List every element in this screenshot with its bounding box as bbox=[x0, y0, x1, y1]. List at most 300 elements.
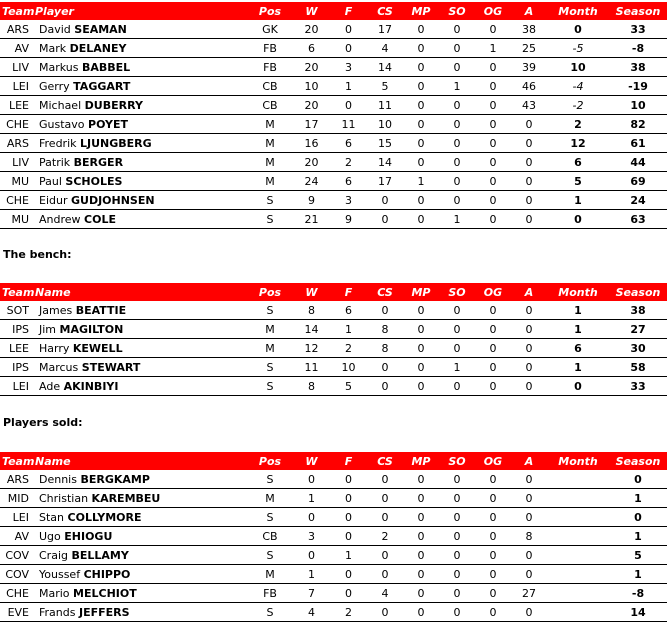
column-header-cs: CS bbox=[367, 2, 403, 20]
cell-team: IPS bbox=[0, 320, 35, 339]
cell-a: 0 bbox=[511, 134, 547, 153]
table-row bbox=[0, 339, 667, 358]
cell-pos: M bbox=[247, 115, 293, 134]
cell-team: COV bbox=[0, 565, 35, 584]
cell-season: -8 bbox=[609, 39, 667, 58]
column-header-pos: Pos bbox=[247, 283, 293, 301]
cell-season: 1 bbox=[609, 565, 667, 584]
first-name: Christian bbox=[39, 491, 89, 505]
surname: BERGER bbox=[73, 155, 124, 169]
surname: BEATTIE bbox=[75, 303, 127, 317]
cell-cs: 17 bbox=[367, 20, 403, 39]
cell-pos: S bbox=[247, 470, 293, 489]
cell-season: 33 bbox=[609, 20, 667, 39]
bench-label: The bench: bbox=[3, 248, 72, 261]
cell-mp: 0 bbox=[403, 470, 439, 489]
players-sold-table bbox=[0, 452, 667, 622]
cell-f: 11 bbox=[330, 115, 367, 134]
first-name: Paul bbox=[39, 174, 62, 188]
cell-so: 0 bbox=[439, 489, 475, 508]
table-header bbox=[0, 283, 667, 301]
cell-og: 0 bbox=[475, 20, 511, 39]
first-name: Marcus bbox=[39, 360, 79, 374]
cell-month bbox=[547, 470, 609, 489]
cell-cs: 0 bbox=[367, 546, 403, 565]
cell-w: 4 bbox=[293, 603, 330, 622]
cell-so: 0 bbox=[439, 470, 475, 489]
table-row bbox=[0, 603, 667, 622]
cell-w: 12 bbox=[293, 339, 330, 358]
cell-og: 0 bbox=[475, 210, 511, 229]
cell-w: 20 bbox=[293, 153, 330, 172]
first-name: Gustavo bbox=[39, 117, 85, 131]
column-header-season: Season bbox=[609, 452, 667, 470]
cell-month: 1 bbox=[547, 320, 609, 339]
cell-mp: 0 bbox=[403, 115, 439, 134]
cell-pos: GK bbox=[247, 20, 293, 39]
cell-og: 0 bbox=[475, 153, 511, 172]
cell-pos: M bbox=[247, 320, 293, 339]
cell-cs: 0 bbox=[367, 191, 403, 210]
cell-cs: 2 bbox=[367, 527, 403, 546]
table-row bbox=[0, 210, 667, 229]
cell-f: 0 bbox=[330, 584, 367, 603]
cell-cs: 0 bbox=[367, 508, 403, 527]
cell-pos: M bbox=[247, 172, 293, 191]
cell-team: LEE bbox=[0, 96, 35, 115]
cell-season: 44 bbox=[609, 153, 667, 172]
cell-f: 2 bbox=[330, 153, 367, 172]
table-row bbox=[0, 96, 667, 115]
first-name: Michael bbox=[39, 98, 82, 112]
cell-so: 0 bbox=[439, 584, 475, 603]
cell-og: 0 bbox=[475, 565, 511, 584]
first-name: Patrik bbox=[39, 155, 71, 169]
header-row bbox=[0, 283, 667, 301]
cell-so: 0 bbox=[439, 134, 475, 153]
cell-pos: M bbox=[247, 153, 293, 172]
column-header-mp: MP bbox=[403, 452, 439, 470]
column-header-season: Season bbox=[609, 283, 667, 301]
cell-f: 0 bbox=[330, 96, 367, 115]
surname: MAGILTON bbox=[59, 322, 124, 336]
cell-mp: 0 bbox=[403, 191, 439, 210]
cell-w: 24 bbox=[293, 172, 330, 191]
column-header-pos: Pos bbox=[247, 452, 293, 470]
table-header bbox=[0, 452, 667, 470]
cell-og: 0 bbox=[475, 584, 511, 603]
table-row bbox=[0, 58, 667, 77]
cell-w: 20 bbox=[293, 20, 330, 39]
cell-og: 0 bbox=[475, 134, 511, 153]
surname: MELCHIOT bbox=[73, 586, 137, 600]
first-name: Andrew bbox=[39, 212, 81, 226]
column-header-pos: Pos bbox=[247, 2, 293, 20]
column-header-month: Month bbox=[547, 2, 609, 20]
cell-og: 0 bbox=[475, 58, 511, 77]
table-row bbox=[0, 77, 667, 96]
cell-month: -2 bbox=[547, 96, 609, 115]
cell-f: 6 bbox=[330, 134, 367, 153]
cell-a: 0 bbox=[511, 301, 547, 320]
cell-a: 8 bbox=[511, 527, 547, 546]
cell-mp: 0 bbox=[403, 358, 439, 377]
surname: COLE bbox=[84, 212, 116, 226]
cell-mp: 0 bbox=[403, 527, 439, 546]
cell-w: 11 bbox=[293, 358, 330, 377]
cell-a: 0 bbox=[511, 153, 547, 172]
cell-og: 0 bbox=[475, 339, 511, 358]
cell-f: 1 bbox=[330, 77, 367, 96]
starting-team-table bbox=[0, 2, 667, 229]
cell-og: 1 bbox=[475, 39, 511, 58]
cell-a: 25 bbox=[511, 39, 547, 58]
cell-season: 1 bbox=[609, 527, 667, 546]
player-name bbox=[35, 603, 247, 622]
cell-w: 14 bbox=[293, 320, 330, 339]
cell-so: 0 bbox=[439, 301, 475, 320]
cell-team: ARS bbox=[0, 20, 35, 39]
cell-season: 38 bbox=[609, 58, 667, 77]
cell-mp: 0 bbox=[403, 508, 439, 527]
surname: JEFFERS bbox=[78, 605, 130, 619]
cell-so: 0 bbox=[439, 603, 475, 622]
cell-cs: 0 bbox=[367, 565, 403, 584]
surname: EHIOGU bbox=[64, 529, 113, 543]
cell-mp: 0 bbox=[403, 339, 439, 358]
cell-month: 0 bbox=[547, 377, 609, 396]
cell-w: 17 bbox=[293, 115, 330, 134]
surname: STEWART bbox=[81, 360, 141, 374]
surname: BELLAMY bbox=[71, 548, 129, 562]
cell-f: 0 bbox=[330, 489, 367, 508]
cell-og: 0 bbox=[475, 96, 511, 115]
cell-f: 3 bbox=[330, 58, 367, 77]
cell-f: 2 bbox=[330, 339, 367, 358]
cell-so: 0 bbox=[439, 527, 475, 546]
column-header-name: Player bbox=[35, 2, 247, 20]
column-header-name: Name bbox=[35, 283, 247, 301]
cell-team: LIV bbox=[0, 153, 35, 172]
cell-pos: FB bbox=[247, 39, 293, 58]
cell-og: 0 bbox=[475, 377, 511, 396]
surname: AKINBIYI bbox=[63, 379, 119, 393]
player-name bbox=[35, 134, 247, 153]
cell-team: EVE bbox=[0, 603, 35, 622]
cell-so: 1 bbox=[439, 210, 475, 229]
surname: BERGKAMP bbox=[80, 472, 150, 486]
cell-mp: 0 bbox=[403, 377, 439, 396]
cell-f: 0 bbox=[330, 470, 367, 489]
column-header-og: OG bbox=[475, 283, 511, 301]
cell-month bbox=[547, 565, 609, 584]
cell-w: 0 bbox=[293, 508, 330, 527]
cell-pos: CB bbox=[247, 96, 293, 115]
player-name bbox=[35, 584, 247, 603]
cell-month: 12 bbox=[547, 134, 609, 153]
cell-pos: S bbox=[247, 377, 293, 396]
player-name bbox=[35, 470, 247, 489]
first-name: Ade bbox=[39, 379, 61, 393]
cell-mp: 0 bbox=[403, 320, 439, 339]
cell-month: 1 bbox=[547, 191, 609, 210]
cell-so: 0 bbox=[439, 191, 475, 210]
player-name bbox=[35, 172, 247, 191]
cell-team: LEE bbox=[0, 339, 35, 358]
cell-f: 5 bbox=[330, 377, 367, 396]
cell-w: 16 bbox=[293, 134, 330, 153]
cell-month: 10 bbox=[547, 58, 609, 77]
cell-pos: S bbox=[247, 546, 293, 565]
cell-so: 0 bbox=[439, 96, 475, 115]
cell-pos: M bbox=[247, 489, 293, 508]
cell-cs: 4 bbox=[367, 584, 403, 603]
cell-a: 43 bbox=[511, 96, 547, 115]
cell-mp: 0 bbox=[403, 134, 439, 153]
player-name bbox=[35, 546, 247, 565]
cell-team: MU bbox=[0, 172, 35, 191]
bench-table bbox=[0, 283, 667, 396]
column-header-a: A bbox=[511, 2, 547, 20]
cell-a: 0 bbox=[511, 489, 547, 508]
cell-cs: 5 bbox=[367, 77, 403, 96]
players-sold-label: Players sold: bbox=[3, 416, 83, 429]
column-header-team: Team bbox=[0, 2, 35, 20]
cell-month: 1 bbox=[547, 358, 609, 377]
cell-mp: 0 bbox=[403, 489, 439, 508]
cell-a: 0 bbox=[511, 210, 547, 229]
cell-pos: M bbox=[247, 339, 293, 358]
cell-f: 0 bbox=[330, 20, 367, 39]
player-name bbox=[35, 191, 247, 210]
cell-season: 82 bbox=[609, 115, 667, 134]
table-row bbox=[0, 489, 667, 508]
player-name bbox=[35, 377, 247, 396]
surname: TAGGART bbox=[73, 79, 131, 93]
surname: COLLYMORE bbox=[67, 510, 142, 524]
column-header-a: A bbox=[511, 452, 547, 470]
table-row bbox=[0, 377, 667, 396]
cell-og: 0 bbox=[475, 489, 511, 508]
surname: KEWELL bbox=[72, 341, 123, 355]
column-header-og: OG bbox=[475, 2, 511, 20]
cell-cs: 15 bbox=[367, 134, 403, 153]
cell-team: CHE bbox=[0, 191, 35, 210]
column-header-cs: CS bbox=[367, 452, 403, 470]
column-header-team: Team bbox=[0, 452, 35, 470]
cell-a: 46 bbox=[511, 77, 547, 96]
cell-team: LEI bbox=[0, 508, 35, 527]
cell-pos: S bbox=[247, 508, 293, 527]
column-header-w: W bbox=[293, 452, 330, 470]
first-name: David bbox=[39, 22, 71, 36]
cell-f: 2 bbox=[330, 603, 367, 622]
cell-mp: 0 bbox=[403, 58, 439, 77]
cell-team: MID bbox=[0, 489, 35, 508]
player-name bbox=[35, 565, 247, 584]
cell-team: CHE bbox=[0, 115, 35, 134]
cell-w: 7 bbox=[293, 584, 330, 603]
column-header-f: F bbox=[330, 2, 367, 20]
cell-team: AV bbox=[0, 39, 35, 58]
first-name: Eidur bbox=[39, 193, 68, 207]
cell-so: 0 bbox=[439, 153, 475, 172]
table-row bbox=[0, 20, 667, 39]
cell-season: 69 bbox=[609, 172, 667, 191]
table-row bbox=[0, 191, 667, 210]
column-header-season: Season bbox=[609, 2, 667, 20]
header-row bbox=[0, 2, 667, 20]
cell-og: 0 bbox=[475, 320, 511, 339]
cell-season: 27 bbox=[609, 320, 667, 339]
column-header-w: W bbox=[293, 283, 330, 301]
column-header-w: W bbox=[293, 2, 330, 20]
surname: POYET bbox=[88, 117, 129, 131]
table-body bbox=[0, 470, 667, 622]
surname: DELANEY bbox=[69, 41, 127, 55]
cell-month: 2 bbox=[547, 115, 609, 134]
cell-so: 1 bbox=[439, 77, 475, 96]
cell-w: 3 bbox=[293, 527, 330, 546]
table-row bbox=[0, 508, 667, 527]
cell-f: 3 bbox=[330, 191, 367, 210]
cell-f: 6 bbox=[330, 301, 367, 320]
cell-so: 0 bbox=[439, 508, 475, 527]
cell-cs: 0 bbox=[367, 603, 403, 622]
player-name bbox=[35, 115, 247, 134]
cell-month bbox=[547, 489, 609, 508]
cell-w: 20 bbox=[293, 96, 330, 115]
surname: SEAMAN bbox=[74, 22, 127, 36]
cell-cs: 11 bbox=[367, 96, 403, 115]
table-row bbox=[0, 153, 667, 172]
first-name: Fredrik bbox=[39, 136, 77, 150]
cell-pos: M bbox=[247, 134, 293, 153]
cell-og: 0 bbox=[475, 77, 511, 96]
cell-pos: S bbox=[247, 210, 293, 229]
cell-f: 0 bbox=[330, 527, 367, 546]
player-name bbox=[35, 527, 247, 546]
cell-mp: 0 bbox=[403, 153, 439, 172]
cell-month: 6 bbox=[547, 153, 609, 172]
column-header-so: SO bbox=[439, 283, 475, 301]
player-name bbox=[35, 77, 247, 96]
cell-cs: 0 bbox=[367, 210, 403, 229]
surname: CHIPPO bbox=[83, 567, 131, 581]
cell-a: 0 bbox=[511, 603, 547, 622]
cell-w: 6 bbox=[293, 39, 330, 58]
cell-so: 0 bbox=[439, 115, 475, 134]
cell-f: 0 bbox=[330, 508, 367, 527]
player-name bbox=[35, 96, 247, 115]
cell-month: 1 bbox=[547, 301, 609, 320]
cell-a: 0 bbox=[511, 339, 547, 358]
column-header-so: SO bbox=[439, 452, 475, 470]
cell-pos: M bbox=[247, 565, 293, 584]
cell-w: 1 bbox=[293, 489, 330, 508]
cell-season: 33 bbox=[609, 377, 667, 396]
cell-og: 0 bbox=[475, 527, 511, 546]
cell-so: 0 bbox=[439, 58, 475, 77]
cell-team: IPS bbox=[0, 358, 35, 377]
cell-so: 0 bbox=[439, 377, 475, 396]
cell-month bbox=[547, 603, 609, 622]
column-header-cs: CS bbox=[367, 283, 403, 301]
cell-so: 0 bbox=[439, 39, 475, 58]
player-name bbox=[35, 358, 247, 377]
player-name bbox=[35, 489, 247, 508]
cell-team: ARS bbox=[0, 134, 35, 153]
cell-mp: 1 bbox=[403, 172, 439, 191]
first-name: Mario bbox=[39, 586, 70, 600]
cell-mp: 0 bbox=[403, 301, 439, 320]
cell-f: 0 bbox=[330, 565, 367, 584]
cell-og: 0 bbox=[475, 470, 511, 489]
table-row bbox=[0, 115, 667, 134]
cell-a: 27 bbox=[511, 584, 547, 603]
cell-pos: FB bbox=[247, 58, 293, 77]
column-header-team: Team bbox=[0, 283, 35, 301]
cell-team: AV bbox=[0, 527, 35, 546]
surname: SCHOLES bbox=[65, 174, 123, 188]
cell-mp: 0 bbox=[403, 603, 439, 622]
table-row bbox=[0, 39, 667, 58]
cell-so: 0 bbox=[439, 20, 475, 39]
cell-cs: 14 bbox=[367, 58, 403, 77]
surname: KAREMBEU bbox=[91, 491, 161, 505]
table-row bbox=[0, 470, 667, 489]
player-name bbox=[35, 320, 247, 339]
cell-mp: 0 bbox=[403, 584, 439, 603]
cell-mp: 0 bbox=[403, 20, 439, 39]
column-header-mp: MP bbox=[403, 2, 439, 20]
cell-so: 0 bbox=[439, 565, 475, 584]
cell-team: LEI bbox=[0, 377, 35, 396]
cell-w: 8 bbox=[293, 377, 330, 396]
first-name: Mark bbox=[39, 41, 67, 55]
first-name: Dennis bbox=[39, 472, 77, 486]
player-name bbox=[35, 339, 247, 358]
table-row bbox=[0, 320, 667, 339]
cell-month bbox=[547, 584, 609, 603]
first-name: Craig bbox=[39, 548, 68, 562]
cell-w: 20 bbox=[293, 58, 330, 77]
cell-mp: 0 bbox=[403, 565, 439, 584]
cell-team: CHE bbox=[0, 584, 35, 603]
cell-month bbox=[547, 508, 609, 527]
header-row bbox=[0, 452, 667, 470]
cell-pos: CB bbox=[247, 527, 293, 546]
cell-team: LEI bbox=[0, 77, 35, 96]
cell-a: 0 bbox=[511, 320, 547, 339]
cell-month: 5 bbox=[547, 172, 609, 191]
cell-month: 0 bbox=[547, 210, 609, 229]
cell-season: 10 bbox=[609, 96, 667, 115]
surname: DUBERRY bbox=[84, 98, 143, 112]
table-row bbox=[0, 172, 667, 191]
cell-season: 14 bbox=[609, 603, 667, 622]
first-name: Frands bbox=[39, 605, 76, 619]
first-name: Gerry bbox=[39, 79, 70, 93]
cell-mp: 0 bbox=[403, 210, 439, 229]
cell-so: 0 bbox=[439, 172, 475, 191]
table-row bbox=[0, 584, 667, 603]
cell-season: 58 bbox=[609, 358, 667, 377]
cell-month bbox=[547, 546, 609, 565]
table-body bbox=[0, 20, 667, 229]
cell-month: -4 bbox=[547, 77, 609, 96]
cell-pos: S bbox=[247, 358, 293, 377]
